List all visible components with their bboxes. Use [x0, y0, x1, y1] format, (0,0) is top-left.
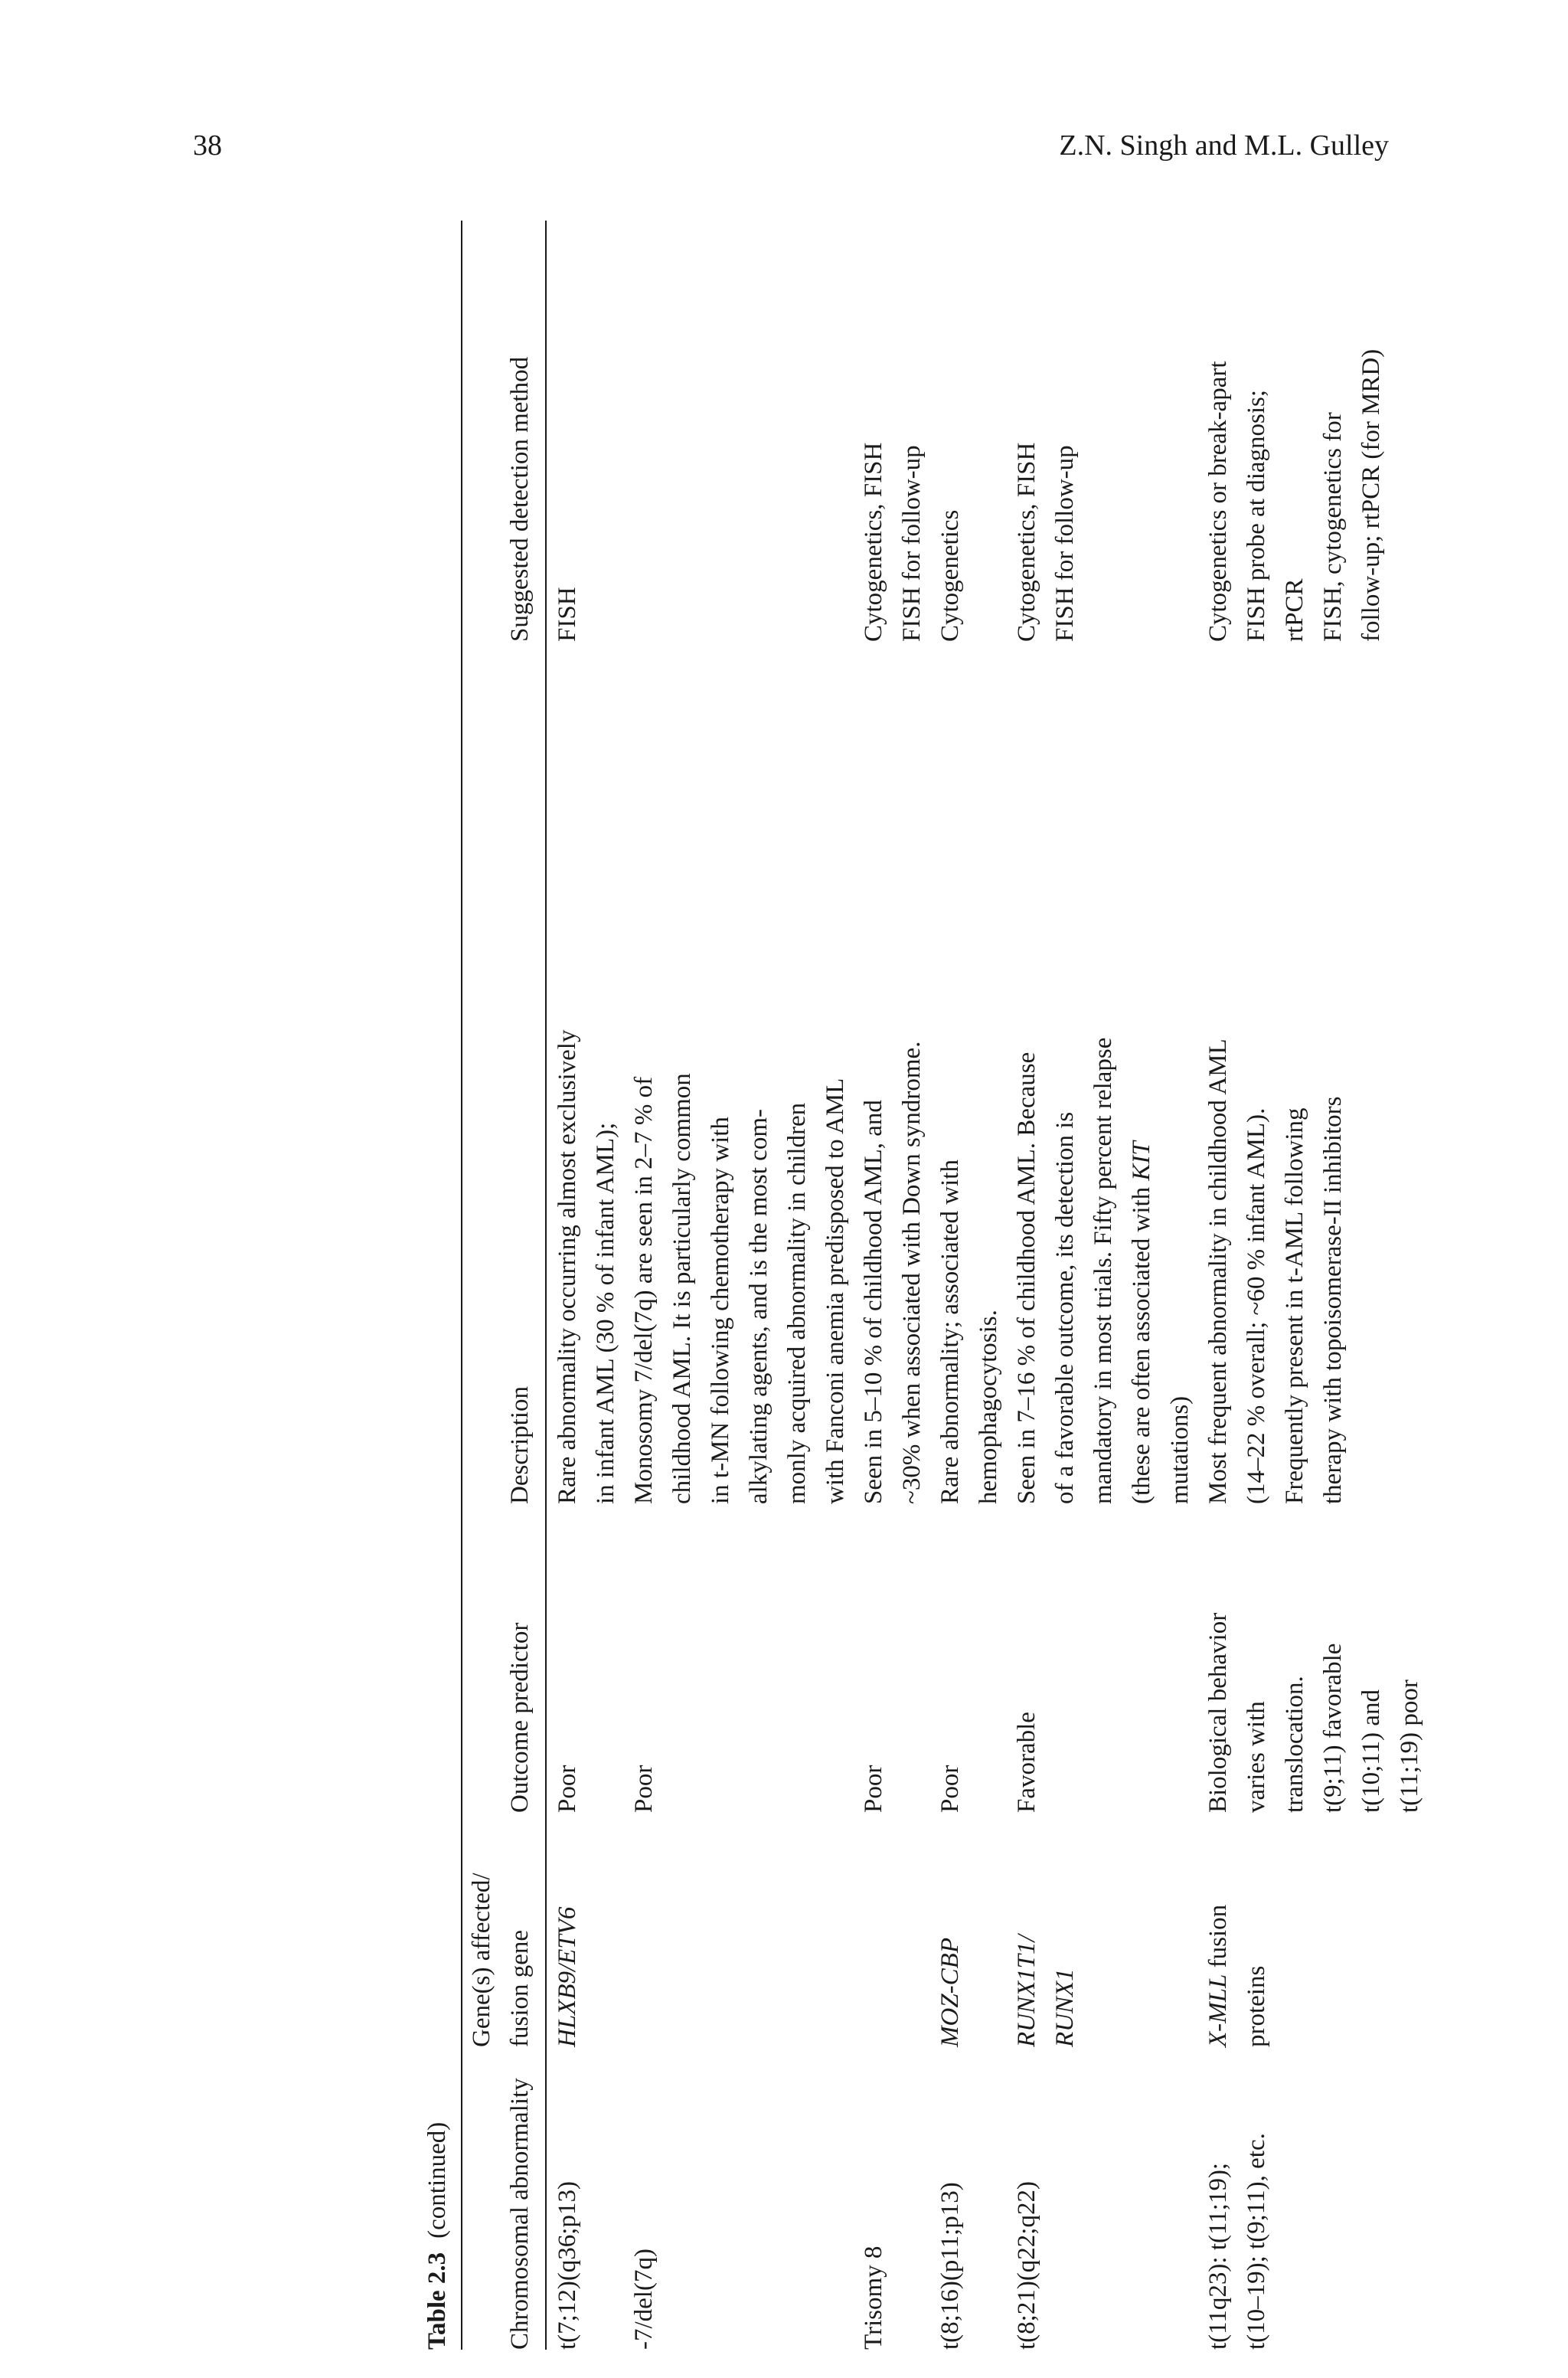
cell-line	[1008, 1813, 1046, 2047]
cell-abnormality	[854, 2047, 931, 2350]
cell-line: Chromosomal abnormality	[506, 2078, 534, 2350]
cell-detection	[625, 221, 854, 642]
page-number: 38	[193, 129, 222, 162]
cell-line: Favorable	[1013, 1712, 1040, 1813]
cell-description	[1008, 642, 1199, 1504]
cell-description	[546, 642, 625, 1504]
table-caption	[413, 221, 461, 2350]
cell-line: Suggested detection method	[506, 356, 534, 642]
cell-line: Description	[506, 1386, 534, 1504]
cell-line: varies with	[1243, 1701, 1270, 1813]
table-row	[1008, 221, 1199, 2350]
cell-line: Monosomy 7/del(7q) are seen in 2–7 % of	[630, 1076, 658, 1504]
cell-outcome	[931, 1504, 1008, 1813]
cell-line: therapy with topoisomerase-II inhibitors	[1319, 1096, 1347, 1504]
gene-symbol: RUNX1T1/	[1013, 1935, 1040, 2047]
table-row	[625, 221, 854, 2350]
cell-abnormality	[1008, 2047, 1199, 2350]
cell-gene	[625, 1813, 854, 2047]
cell-abnormality	[1199, 2047, 1436, 2350]
cell-detection	[931, 221, 1008, 642]
cell-line: Poor	[936, 1765, 964, 1813]
cell-line: Seen in 7–16 % of childhood AML. Because	[1013, 1052, 1040, 1504]
cell-line: t(8;16)(p11;p13)	[936, 2182, 964, 2350]
cell-gene	[1199, 1813, 1436, 2047]
cell-line: t(8;21)(q22;q22)	[1013, 2181, 1040, 2350]
cell-line: Cytogenetics, FISH	[1013, 442, 1040, 642]
cell-line: mutations)	[1166, 1395, 1194, 1504]
cell-line: Cytogenetics or break-apart	[1204, 361, 1232, 642]
cell-line: Poor	[630, 1765, 658, 1813]
cell-detection	[546, 221, 625, 642]
cell-line	[1046, 1813, 1084, 2047]
cell-line: Cytogenetics, FISH	[860, 442, 887, 642]
cell-line: FISH probe at diagnosis;	[1243, 389, 1270, 642]
cell-line: in infant AML (30 % of infant AML);	[592, 1122, 619, 1504]
cell-line: Seen in 5–10 % of childhood AML, and	[860, 1100, 887, 1504]
cell-gene	[546, 1813, 625, 2047]
cell-line: fusion gene	[506, 1929, 534, 2047]
cell-line: X-MLL fusion	[1204, 1904, 1232, 2047]
cell-line: Most frequent abnormality in childhood AML	[1204, 1039, 1232, 1504]
cell-line: t(7;12)(q36;p13)	[554, 2181, 581, 2350]
gene-symbol: RUNX1	[1051, 1968, 1079, 2047]
cell-detection	[854, 221, 931, 642]
abnormality-table	[461, 221, 1436, 2350]
header-outcome-predictor	[462, 1504, 546, 1813]
cell-line: Rare abnormality occurring almost exclusively	[554, 1029, 581, 1504]
cell-line: childhood AML. It is particularly common	[668, 1073, 696, 1504]
cell-line: t(11q23): t(11;19);	[1204, 2162, 1232, 2350]
table-caption-label: Table 2.3	[423, 2252, 451, 2350]
cell-outcome	[546, 1504, 625, 1813]
cell-outcome	[854, 1504, 931, 1813]
cell-abnormality	[931, 2047, 1008, 2350]
gene-symbol: HLXB9/ETV6	[554, 1906, 581, 2047]
table-row	[931, 221, 1008, 2350]
cell-gene	[854, 1813, 931, 2047]
cell-line: Biological behavior	[1204, 1612, 1232, 1813]
table-body	[546, 221, 1436, 2350]
cell-line: (14–22 % overall; ~60 % infant AML).	[1243, 1107, 1270, 1504]
cell-line: Frequently present in t-AML following	[1281, 1107, 1308, 1504]
cell-line: t(9;11) favorable	[1319, 1643, 1347, 1813]
gene-symbol: MOZ-CBP	[936, 1938, 964, 2047]
cell-line: t(11;19) poor	[1396, 1680, 1423, 1813]
running-head: Z.N. Singh and M.L. Gulley	[1059, 129, 1389, 162]
table-row	[546, 221, 625, 2350]
cell-line: translocation.	[1281, 1676, 1308, 1813]
table-row	[1199, 221, 1436, 2350]
cell-line: of a favorable outcome, its detection is	[1051, 1111, 1079, 1504]
header-description	[462, 642, 546, 1504]
cell-line: Trisomy 8	[860, 2246, 887, 2350]
cell-line: t(10–19); t(9;11), etc.	[1243, 2133, 1270, 2350]
cell-line: Gene(s) affected/	[468, 1873, 495, 2047]
table-row	[854, 221, 931, 2350]
cell-abnormality	[625, 2047, 854, 2350]
table-caption-continued: (continued)	[423, 2121, 451, 2239]
cell-line: Rare abnormality; associated with	[936, 1160, 964, 1504]
cell-line: rtPCR	[1281, 578, 1308, 642]
cell-description	[1199, 642, 1436, 1504]
cell-line: Cytogenetics	[936, 509, 964, 642]
cell-line: proteins	[1243, 1965, 1270, 2047]
cell-line	[548, 1813, 586, 2047]
cell-line: follow-up; rtPCR (for MRD)	[1357, 348, 1385, 642]
cell-line: alkylating agents, and is the most com-	[745, 1109, 773, 1504]
cell-line: Poor	[554, 1765, 581, 1813]
cell-line: Poor	[860, 1765, 887, 1813]
cell-outcome	[625, 1504, 854, 1813]
cell-outcome	[1199, 1504, 1436, 1813]
cell-gene	[1008, 1813, 1199, 2047]
cell-gene	[931, 1813, 1008, 2047]
cell-line: in t-MN following chemotherapy with	[707, 1117, 734, 1504]
cell-line: FISH for follow-up	[898, 445, 926, 642]
cell-line: FISH, cytogenetics for	[1319, 412, 1347, 642]
cell-line: -7/del(7q)	[630, 2249, 658, 2350]
cell-line: ~30% when associated with Down syndrome.	[898, 1041, 926, 1504]
table-header-row	[462, 221, 546, 2350]
cell-line: hemophagocytosis.	[975, 1310, 1002, 1504]
cell-line: (these are often associated with KIT	[1128, 1141, 1155, 1504]
cell-line: Outcome predictor	[506, 1622, 534, 1813]
cell-description	[625, 642, 854, 1504]
header-gene-affected	[462, 1813, 546, 2047]
cell-abnormality	[546, 2047, 625, 2350]
header-detection-method	[462, 221, 546, 642]
gene-symbol: X-MLL	[1204, 1974, 1232, 2047]
cell-line: with Fanconi anemia predisposed to AML	[822, 1078, 849, 1504]
cell-line: FISH	[554, 587, 581, 642]
cell-line: t(10;11) and	[1357, 1689, 1385, 1813]
cell-description	[854, 642, 931, 1504]
cell-detection	[1199, 221, 1436, 642]
cell-line: mandatory in most trials. Fifty percent relapse	[1089, 1037, 1117, 1504]
cell-line	[931, 1813, 969, 2047]
rotated-table	[413, 221, 1423, 2350]
cell-description	[931, 642, 1008, 1504]
cell-line: FISH for follow-up	[1051, 445, 1079, 642]
header-chromosomal-abnormality	[462, 2047, 546, 2350]
cell-line: monly acquired abnormality in children	[783, 1102, 811, 1504]
cell-detection	[1008, 221, 1199, 642]
cell-outcome	[1008, 1504, 1199, 1813]
gene-symbol: KIT	[1128, 1141, 1155, 1181]
